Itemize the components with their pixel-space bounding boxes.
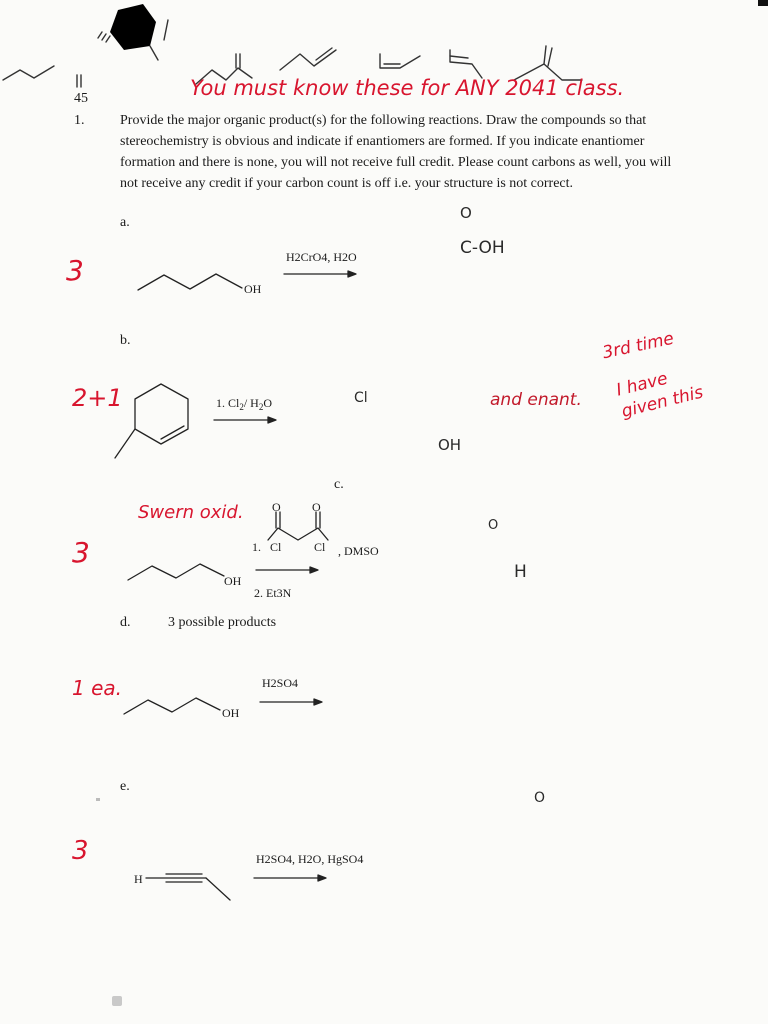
- part-b-answer-structure: [88, 0, 188, 90]
- part-c-oh: OH: [224, 574, 242, 588]
- part-b-label: b.: [120, 333, 131, 348]
- part-e-label: e.: [120, 779, 130, 794]
- part-e-arrow: [252, 872, 332, 884]
- part-c-dmso: , DMSO: [338, 544, 379, 558]
- part-d-oh: OH: [222, 706, 240, 720]
- part-e-h: H: [134, 872, 143, 886]
- part-b-arrow: [212, 414, 282, 426]
- part-b-and-enant: and enant.: [490, 390, 582, 410]
- part-c-score: 3: [72, 536, 90, 569]
- part-c-reagent-1: 1.: [252, 540, 261, 554]
- part-b-reactant-cyclohexene: [105, 370, 205, 470]
- part-c-reactant-structure: [120, 556, 230, 586]
- part-a-answer-text: C-OH: [460, 238, 505, 258]
- part-d-reagent: H2SO4: [262, 676, 299, 690]
- part-c-o-left: O: [272, 500, 281, 514]
- part-d-desc: 3 possible products: [168, 615, 277, 630]
- part-b-note-given: I have given this: [614, 368, 706, 422]
- part-b-score: 2+1: [72, 384, 123, 412]
- part-a-score: 3: [66, 254, 84, 287]
- part-a-reagent: H2CrO4, H2O: [286, 250, 357, 264]
- corner-mark: [758, 0, 768, 6]
- part-e-score: 3: [72, 836, 89, 866]
- question-instructions: Provide the major organic product(s) for the following reactions. Draw the compounds so that stereochemistry is obvious and indicate if enantiomers are formed. If you indicate enantiomer formation and there is none, you will not receive full credit. Please count carbons as well, you will not receive any credit if your carbon count is off i.e. your structure is not correct.: [120, 113, 672, 191]
- part-d-reactant-structure: [116, 690, 226, 720]
- part-b-reagent-1: 1. Cl: [216, 396, 240, 410]
- part-a-answer-structure: [0, 50, 70, 90]
- part-c-label: c.: [334, 477, 344, 492]
- part-b-reagent-3: O: [263, 396, 273, 410]
- part-a-answer-o: O: [460, 204, 472, 222]
- part-c-reagent-2: 2. Et3N: [254, 586, 292, 600]
- paper-smudge: [112, 996, 122, 1006]
- part-d-score: 1 ea.: [72, 676, 122, 700]
- part-c-answer-h: H: [514, 562, 527, 582]
- question-number: 1.: [74, 113, 85, 128]
- part-e-reagent: H2SO4, H2O, HgSO4: [256, 852, 364, 866]
- part-d-arrow: [258, 696, 328, 708]
- part-e-answer-o: O: [534, 790, 546, 806]
- part-a-arrow: [282, 268, 362, 280]
- part-c-answer-o: O: [488, 518, 499, 533]
- part-c-cl-1: Cl: [270, 540, 282, 554]
- part-c-arrow: [254, 564, 324, 576]
- page-number: 45: [74, 91, 88, 106]
- part-b-oh: OH: [438, 436, 462, 454]
- part-d-label: d.: [120, 615, 131, 630]
- part-a-reactant-structure: [130, 258, 240, 298]
- part-c-o-right: O: [312, 500, 321, 514]
- part-e-reactant-alkyne: [144, 864, 244, 904]
- part-b-cl: Cl: [354, 390, 368, 406]
- part-b-reagent-2: / H: [243, 396, 259, 410]
- part-c-note: Swern oxid.: [138, 502, 244, 523]
- header-handwritten-note: You must know these for ANY 2041 class.: [190, 76, 625, 100]
- part-a-label: a.: [120, 215, 130, 230]
- part-c-cl-2: Cl: [314, 540, 326, 554]
- paper-speck: [96, 798, 100, 801]
- part-b-note-3rd-time: 3rd time: [600, 328, 676, 364]
- part-a-oh: OH: [244, 282, 262, 296]
